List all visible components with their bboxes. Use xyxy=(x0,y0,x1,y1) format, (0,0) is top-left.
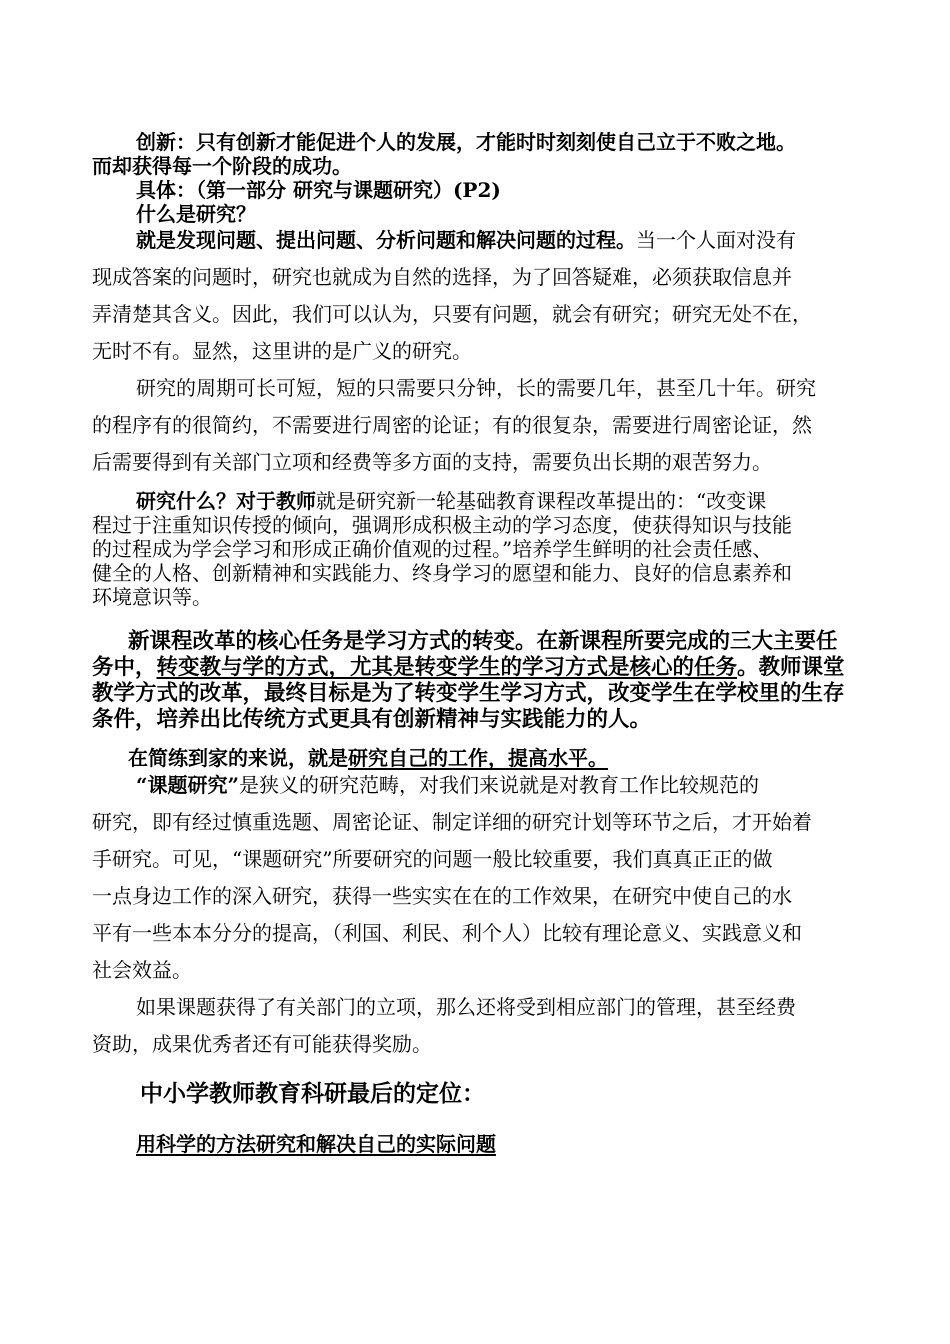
core-task-line-3: 教学方式的改革，最终目标是为了转变学生学习方式，改变学生在学校里的生存 xyxy=(92,681,845,706)
research-period-line-3: 后需要得到有关部门立项和经费等多方面的支持，需要负出长期的艰苦努力。 xyxy=(92,450,772,474)
summary-start: 在简练到家的来说，就是 xyxy=(128,746,348,770)
topic-research-line-5: 平有一些本本分分的提高，（利国、利民、利个人）比较有理论意义、实践意义和 xyxy=(92,921,802,945)
core-task-line-4: 条件，培养出比传统方式更具有创新精神与实践能力的人。 xyxy=(92,707,652,732)
innovation-line-1: 创新：只有创新才能促进个人的发展，才能时时刻刻使自己立于不败之地。 xyxy=(136,130,796,154)
research-period-line-2: 的程序有的很简约，不需要进行周密的论证；有的很复杂，需要进行周密论证，然 xyxy=(92,413,812,437)
what-to-research-line-2: 程过于注重知识传授的倾向，强调形成积极主动的学习态度，使获得知识与技能 xyxy=(92,513,792,537)
topic-research-line-1 xyxy=(136,773,759,797)
research-definition-line-1 xyxy=(136,228,796,252)
research-definition-bold: 就是发现问题、提出问题、分析问题和解决问题的过程。 xyxy=(136,228,636,252)
topic-research-line-3: 手研究。可见，“课题研究”所要研究的问题一般比较重要，我们真真正正的做 xyxy=(92,847,773,871)
core-task-line-2 xyxy=(92,656,845,680)
approval-line-1: 如果课题获得了有关部门的立项，那么还将受到相应部门的管理，甚至经费 xyxy=(136,995,796,1019)
section-reference: 具体：（第一部分 研究与课题研究）(P2) xyxy=(136,178,501,202)
approval-line-2: 资助，成果优秀者还有可能获得奖励。 xyxy=(92,1032,432,1056)
what-to-research-line-5: 环境意识等。 xyxy=(92,585,212,609)
positioning-heading: 中小学教师教育科研最后的定位： xyxy=(140,1080,485,1107)
summary-line xyxy=(128,746,608,770)
core-task-line-2-start: 务中， xyxy=(92,655,157,680)
topic-research-rest: 是狭义的研究范畴，对我们来说就是对教育工作比较规范的 xyxy=(239,773,760,797)
research-definition-line-4: 无时不有。显然，这里讲的是广义的研究。 xyxy=(92,339,472,363)
what-to-research-rest: 就是研究新一轮基础教育课程改革提出的：“改变课 xyxy=(316,489,767,513)
positioning-statement: 用科学的方法研究和解决自己的实际问题 xyxy=(136,1132,496,1156)
what-to-research-line-3: 的过程成为学会学习和形成正确价值观的过程。”培养学生鲜明的社会责任感、 xyxy=(92,537,773,561)
summary-underlined: 研究自己的工作，提高水平。 xyxy=(348,746,608,770)
what-to-research-line-4: 健全的人格、创新精神和实践能力、终身学习的愿望和能力、良好的信息素养和 xyxy=(92,561,792,585)
topic-research-line-4: 一点身边工作的深入研究，获得一些实实在在的工作效果，在研究中使自己的水 xyxy=(92,884,792,908)
research-definition-line-2: 现成答案的问题时，研究也就成为自然的选择，为了回答疑难，必须获取信息并 xyxy=(92,265,792,289)
topic-research-bold: “课题研究” xyxy=(136,773,240,797)
research-period-line-1: 研究的周期可长可短，短的只需要只分钟，长的需要几年，甚至几十年。研究 xyxy=(136,376,816,400)
core-task-line-1: 新课程改革的核心任务是学习方式的转变。在新课程所要完成的三大主要任 xyxy=(128,629,838,654)
innovation-line-2: 而却获得每一个阶段的成功。 xyxy=(92,154,352,178)
research-definition-rest: 当一个人面对没有 xyxy=(636,228,796,252)
core-task-line-2-end: 。教师课堂 xyxy=(737,655,845,680)
question-what-is-research: 什么是研究？ xyxy=(136,202,256,226)
research-definition-line-3: 弄清楚其含义。因此，我们可以认为，只要有问题，就会有研究；研究无处不在， xyxy=(92,302,812,326)
what-to-research-bold: 研究什么？对于教师 xyxy=(136,489,316,513)
core-task-underlined: 转变教与学的方式，尤其是转变学生的学习方式是核心的任务 xyxy=(156,655,738,680)
topic-research-line-6: 社会效益。 xyxy=(92,958,192,982)
what-to-research-line-1 xyxy=(136,489,766,513)
topic-research-line-2: 研究，即有经过慎重选题、周密论证、制定详细的研究计划等环节之后，才开始着 xyxy=(92,810,812,834)
